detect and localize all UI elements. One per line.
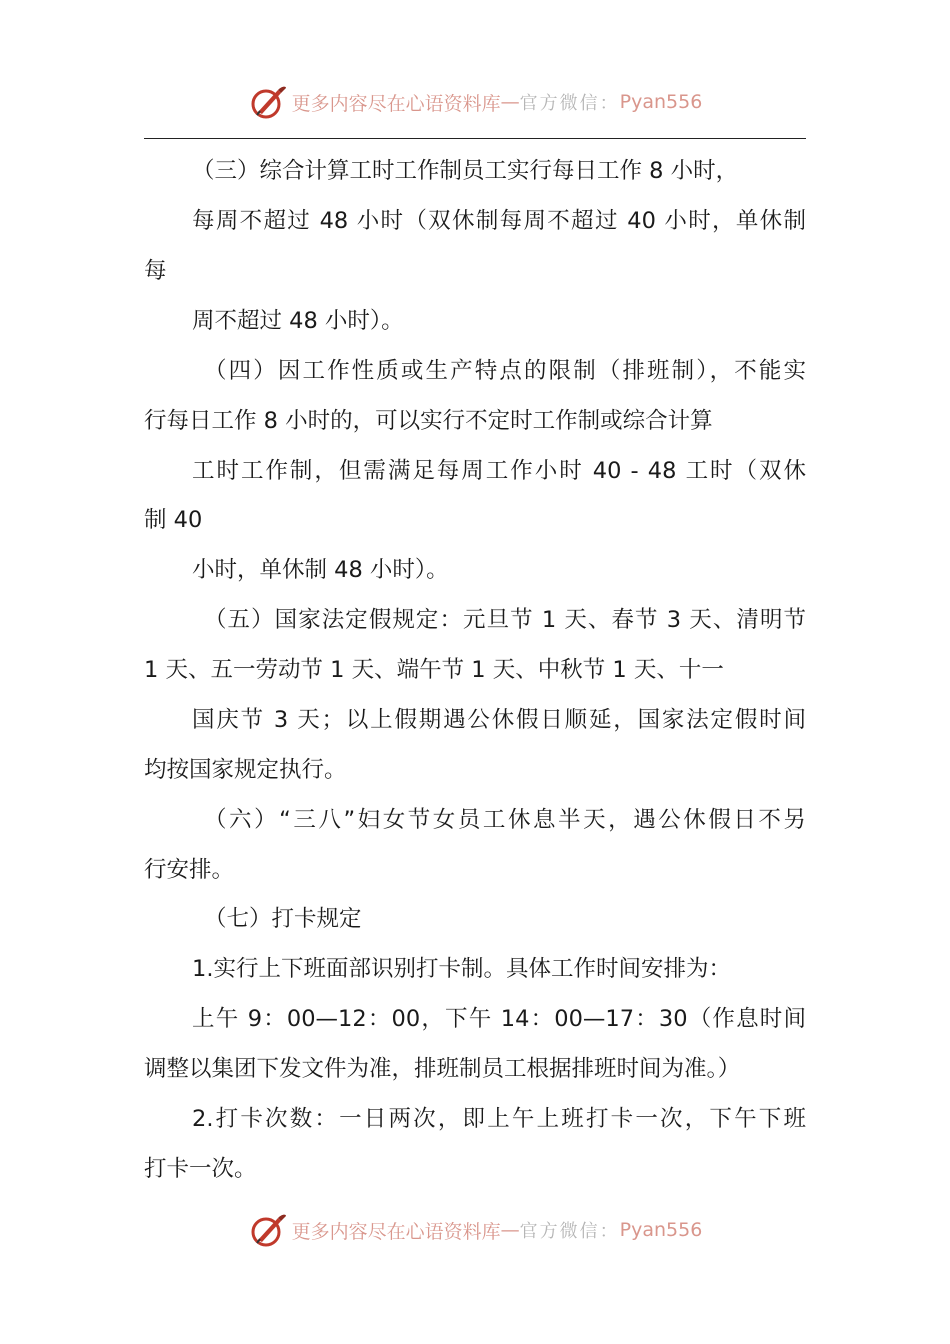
header-banner [0, 80, 950, 124]
footer-separator: — [500, 1219, 520, 1241]
header-separator: — [500, 91, 520, 113]
text-line: 均按国家规定执行。 [144, 757, 347, 783]
header-title: 更多内容尽在心语资料库 [291, 92, 501, 115]
text-line: 行每日工作 8 小时的，可以实行不定时工作制或综合计算 [144, 408, 713, 434]
text-line: （四）因工作性质或生产特点的限制（排班制），不能实 [204, 358, 806, 384]
footer-title: 更多内容尽在心语资料库 [291, 1220, 501, 1243]
footer-contact-id: Pyan556 [619, 1219, 703, 1241]
text-line: 行安排。 [144, 857, 235, 883]
text-line: 小时，单休制 48 小时）。 [192, 557, 449, 583]
text-line: 2.打卡次数：一日两次，即上午上班打卡一次，下午下班 [192, 1106, 806, 1132]
text-line: 制 40 [144, 507, 203, 533]
footer-banner [0, 1208, 950, 1252]
text-line: 工时工作制，但需满足每周工作小时 40 - 48 工时（双休 [192, 458, 806, 484]
footer-contact-label: 官方微信： [519, 1221, 620, 1242]
text-line: 1 天、五一劳动节 1 天、端午节 1 天、中秋节 1 天、十一 [144, 657, 724, 683]
header-contact-id: Pyan556 [619, 91, 703, 113]
text-line: （七）打卡规定 [204, 906, 362, 932]
text-line: 每 [144, 258, 167, 284]
text-line: （三）综合计算工时工作制员工实行每日工作 8 小时， [192, 158, 739, 184]
text-line: 1.实行上下班面部识别打卡制。具体工作时间安排为： [192, 956, 731, 982]
text-line: （六）“三八”妇女节女员工休息半天，遇公休假日不另 [204, 807, 806, 833]
text-line: 上午 9：00—12：00，下午 14：00—17：30（作息时间 [192, 1006, 806, 1032]
quill-logo-icon [248, 1210, 288, 1250]
text-line: 调整以集团下发文件为准，排班制员工根据排班时间为准。） [144, 1056, 741, 1082]
text-line: 周不超过 48 小时）。 [192, 308, 404, 334]
header-contact-label: 官方微信： [519, 93, 620, 114]
quill-logo-icon [248, 82, 288, 122]
header-divider [144, 138, 806, 139]
text-line: （五）国家法定假规定：元旦节 1 天、春节 3 天、清明节 [204, 607, 806, 633]
text-line: 国庆节 3 天；以上假期遇公休假日顺延，国家法定假时间 [192, 707, 806, 733]
text-line: 打卡一次。 [144, 1156, 257, 1182]
text-line: 每周不超过 48 小时（双休制每周不超过 40 小时，单休制 [192, 208, 806, 234]
